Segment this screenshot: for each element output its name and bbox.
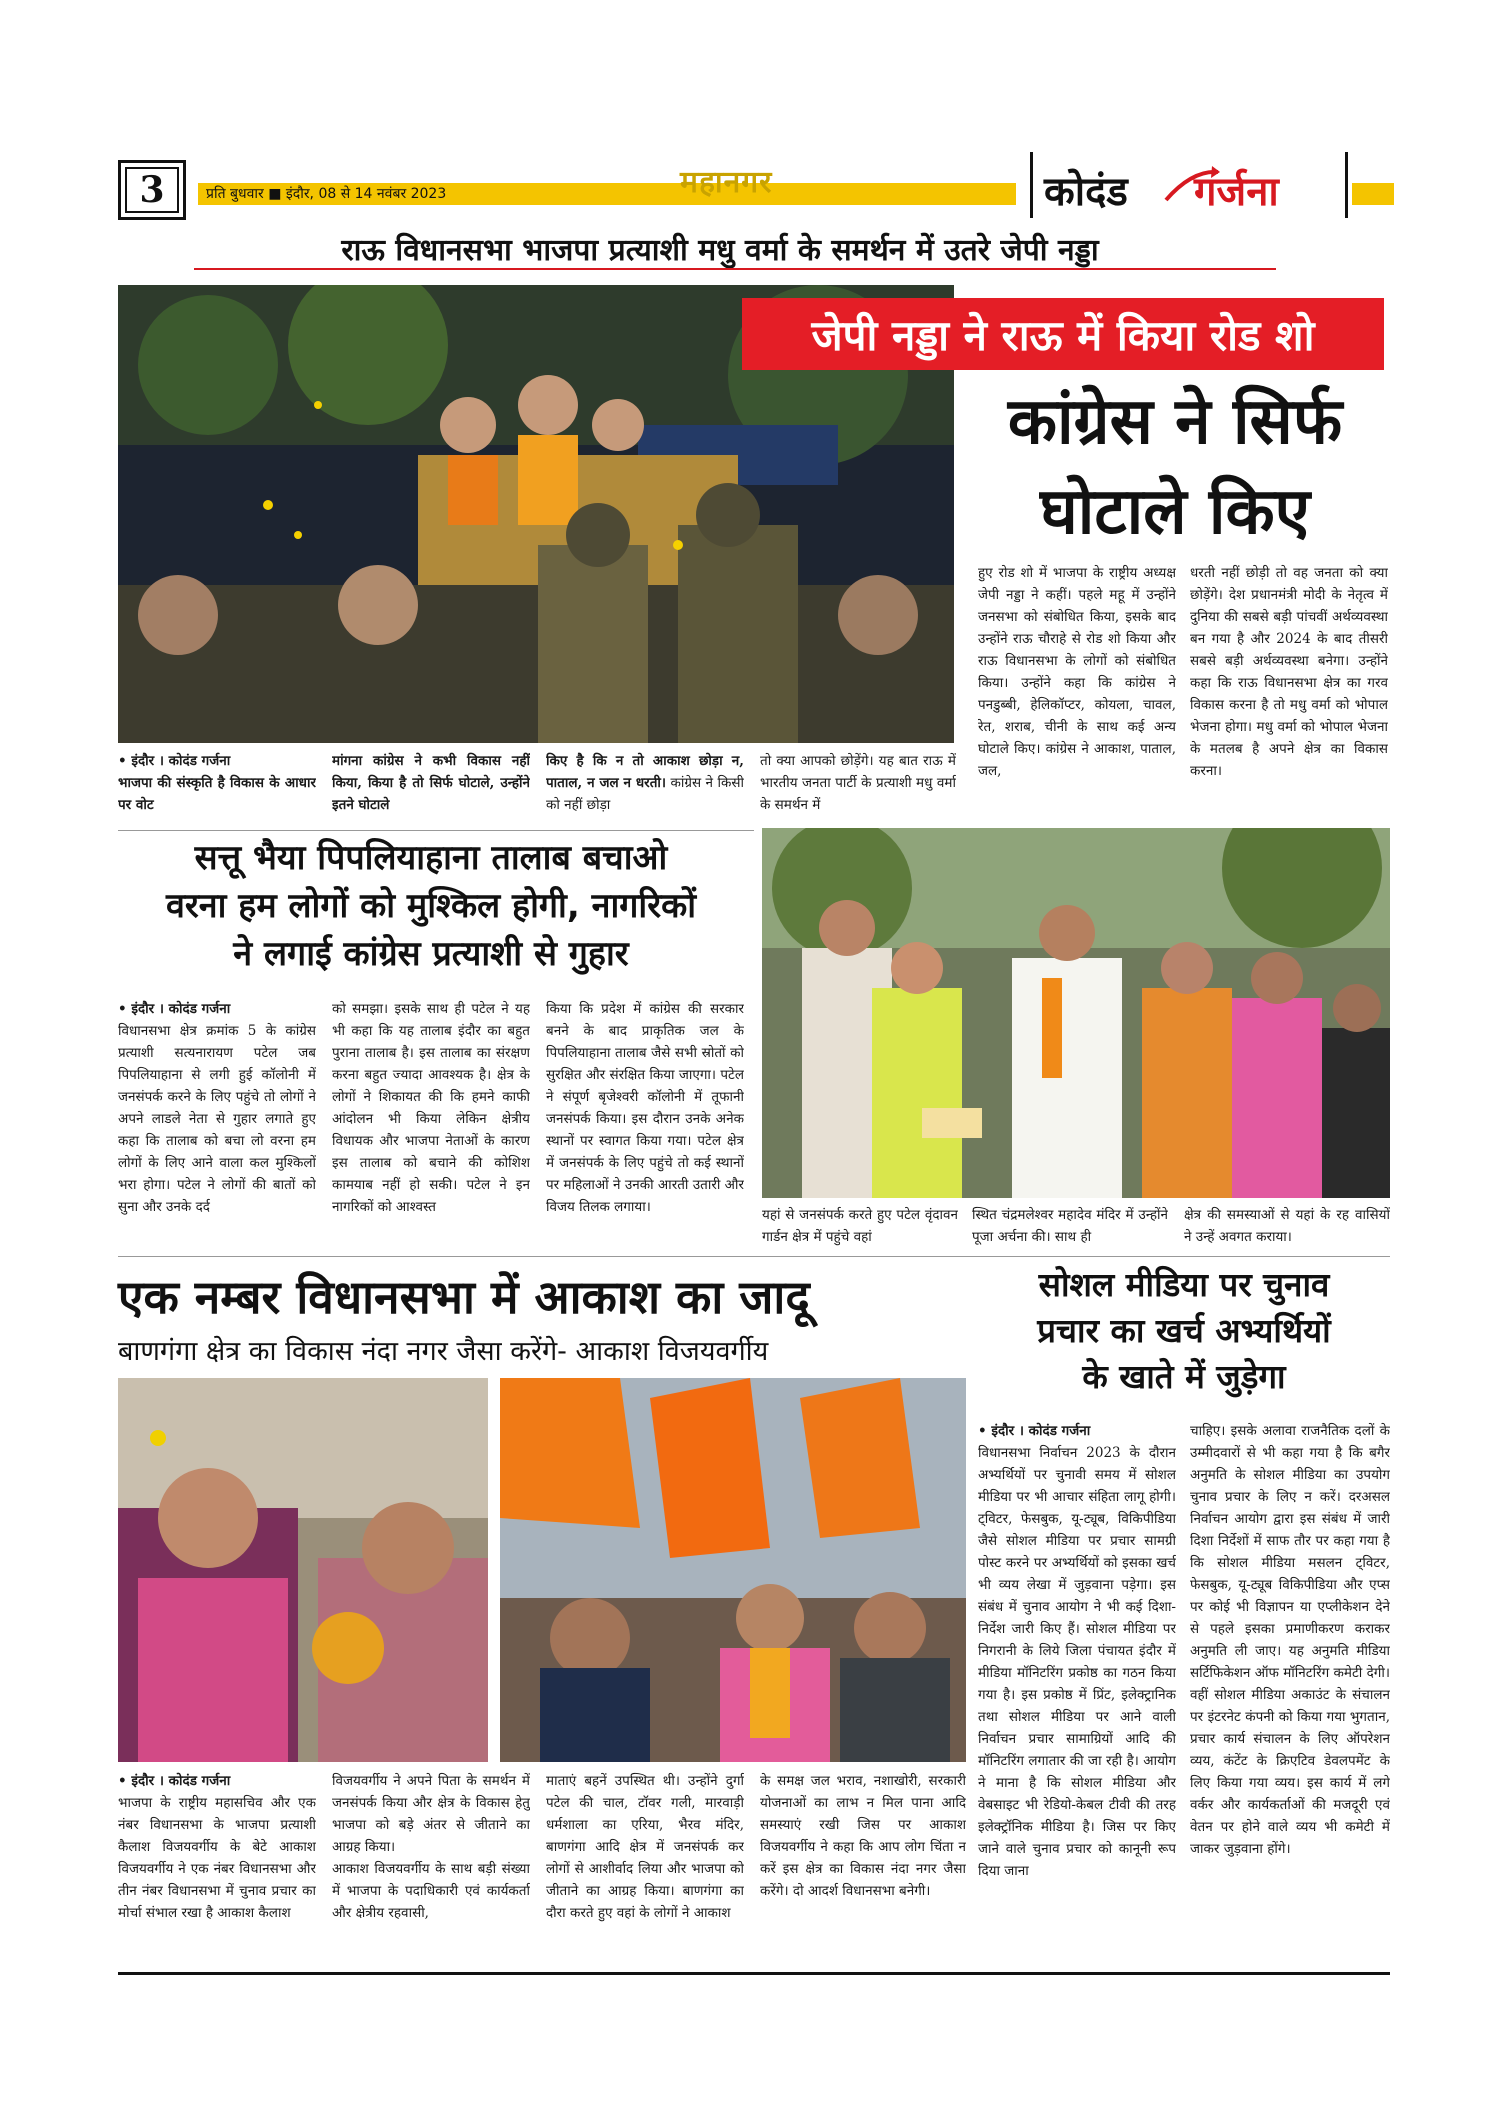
red-banner-text: जेपी नड्डा ने राऊ में किया रोड शो (811, 310, 1315, 360)
brand-divider-right (1345, 152, 1348, 218)
akash-col2-text: विजयवर्गीय ने अपने पिता के समर्थन में जनसंपर्क किया और क्षेत्र के विकास हेतु भाजपा को बड़े अंतर से जीताने का आग्रह किया। (332, 1773, 530, 1855)
brand-divider-left (1030, 152, 1033, 218)
akash-photo-left (118, 1378, 488, 1762)
top-col4 (760, 750, 956, 822)
akash-headline: एक नम्बर विधानसभा में आकाश का जादू (118, 1270, 810, 1324)
social-dateline: • इंदौर । कोदंड गर्जना (978, 1423, 1091, 1439)
akash-col2b-text: आकाश विजयवर्गीय के साथ बड़ी संख्या में भाजपा के पदाधिकारी एवं कार्यकर्ता और क्षेत्रीय रहवासी, (332, 1861, 530, 1921)
lake-photo (762, 828, 1390, 1198)
akash-col3-text: माताएं बहनें उपस्थित थी। उन्होंने दुर्गा पटेल की चाल, टॉवर गली, मारवाड़ी धर्मशाला का एरिया, भैरव मंदिर, बाणगंगा आदि क्षेत्र में जनसंपर्क कर लोगों से आशीर्वाद लिया और भाजपा को जीताने का आग्रह किया। बाणगंगा का दौरा करते हुए वहां के लोगों ने आकाश (546, 1773, 744, 1921)
brand-part2: गर्जना (1194, 169, 1279, 215)
akash-col1-text: भाजपा के राष्ट्रीय महासचिव और एक नंबर विधानसभा के भाजपा प्रत्याशी कैलाश विजयवर्गीय के बेटे आकाश विजयवर्गीय ने एक नंबर विधानसभा और तीन नंबर विधानसभा में चुनाव प्रचार का मोर्चा संभाल रखा है आकाश कैलाश (118, 1795, 316, 1921)
brand-logo (1044, 160, 1344, 214)
header-yellow-tail (1352, 183, 1394, 205)
lake-col3-text: किया कि प्रदेश में कांग्रेस की सरकार बनने के बाद प्राकृतिक जल के पिपलियाहाना तालाब जैसे सभी स्रोतों को सुरक्षित और संरक्षित किया जाएगा। पटेल ने संपूर्ण बृजेश्वरी कॉलोनी में तूफानी जनसंपर्क किया। इस दौरान उनके अनेक स्थानों पर स्वागत किया गया। पटेल क्षेत्र में जनसंपर्क के लिए पहुंचे तो कई स्थानों पर महिलाओं ने उनकी आरती उतारी और विजय तिलक लगाया। (546, 1001, 744, 1215)
social-col1-text: विधानसभा निर्वाचन 2023 के दौरान अभ्यर्थियों पर चुनावी समय में सोशल मीडिया पर भी आचार संहिता लागू होगी। ट्विटर, फेसबुक, यू-ट्यूब, विकिपीडिया जैसे सोशल मीडिया पर प्रचार सामग्री पोस्ट करने पर अभ्यर्थियों को इसका खर्च भी व्यय लेखा में जुड़वाना पड़ेगा। इस संबंध में चुनाव आयोग ने भी कई दिशा-निर्देश जारी किए हैं। सोशल मीडिया पर निगरानी के लिये जिला पंचायत इंदौर में मीडिया मॉनिटरिंग प्रकोष्ठ का गठन किया गया है। इस प्रकोष्ठ में प्रिंट, इलेक्ट्रानिक तथा सोशल मीडिया पर आने वाली निर्वाचन प्रचार सामाग्रियों आदि की मॉनिटरिंग लगातार की जा रही है। आयोग ने माना है कि सोशल मीडिया और वेबसाइट भी रेडियो-केबल टीवी की तरह इलेक्ट्रॉनिक मीडिया है। जिस पर किए जाने वाले चुनाव प्रचार को कानूनी रूप दिया जाना (978, 1445, 1176, 1879)
footer-rule (118, 1972, 1390, 1975)
lake-cap3-text: क्षेत्र की समस्याओं से यहां के रह वासियों ने उन्हें अवगत कराया। (1184, 1207, 1390, 1245)
top-headline-line1: कांग्रेस ने सिर्फ (1007, 385, 1343, 459)
red-banner (742, 298, 1384, 370)
lake-col2 (332, 998, 530, 1248)
lake-col1 (118, 998, 316, 1248)
top-col3-text2: कांग्रेस ने किसी को नहीं छोड़ा (546, 775, 744, 813)
top-col1 (118, 750, 316, 822)
top-headline-line2: घोटाले किए (1039, 475, 1311, 549)
section-title: महानगर (680, 165, 773, 200)
akash-col2 (332, 1770, 530, 1966)
akash-col4 (760, 1770, 966, 1966)
lake-headline-1: सत्तू भैया पिपलियाहाना तालाब बचाओ (194, 838, 668, 878)
akash-dateline: • इंदौर । कोदंड गर्जना (118, 1773, 231, 1789)
lake-cap1-text: यहां से जनसंपर्क करते हुए पटेल वृंदावन गार्डन क्षेत्र में पहुंचे वहां (762, 1207, 958, 1245)
top-col3 (546, 750, 744, 822)
social-headline-1: सोशल मीडिया पर चुनाव (1038, 1265, 1330, 1304)
top-right-col1b: पहले महू में उन्होंने जनसभा को संबोधित किया, इसके बाद उन्होंने राऊ चौराहे से रोड शो किया और राऊ विधानसभा के लोगों को संबोधित किया। उन्होंने कहा कि कांग्रेस ने पनडुब्बी, हेलिकॉप्टर, कोयला, चावल, रेत, शराब, चीनी के साथ कई अन्य घोटाले किए। कांग्रेस ने आकाश, पाताल, जल, (978, 587, 1176, 779)
akash-col4-text: के समक्ष जल भराव, नशाखोरी, सरकारी योजनाओं का लाभ न मिल पाना आदि समस्याएं रखी जिस पर आकाश विजयवर्गीय ने कहा कि आप लोग चिंता न करें इस क्षेत्र का विकास नंदा नगर जैसा करेंगे। दो आदर्श विधानसभा बनेगी। (760, 1773, 966, 1899)
social-col2-text: चाहिए। इसके अलावा राजनैतिक दलों के उम्मीदवारों से भी कहा गया है कि बगैर अनुमति के सोशल मीडिया का उपयोग चुनाव प्रचार के लिए न करें। दरअसल निर्वाचन आयोग द्वारा इस संबंध में जारी दिशा निर्देशों में साफ तौर पर कहा गया है कि सोशल मीडिया मसलन ट्विटर, फेसबुक, यू-ट्यूब विकिपीडिया और एप्स पर कोई भी विज्ञापन या एप्लीकेशन देने से पहले इसका प्रमाणीकरण कराकर अनुमति ली जाए। यह अनुमति मीडिया सर्टिफिकेशन ऑफ मॉनिटरिंग कमेटी देगी। वहीं सोशल मीडिया अकाउंट के संचालन पर इंटरनेट कंपनी को किया गया भुगतान, प्रचार कार्य संचालन के लिए ऑपरेशन व्यय, कंटेंट के क्रिएटिव डेवलपमेंट के लिए किया गया व्यय। इस कार्य में लगे वर्कर और कार्यकर्ताओं की मजदूरी एवं वेतन पर होने वाले व्यय भी कमेटी में जाकर जुड़वाना होंगे। (1190, 1423, 1390, 1857)
lake-caption-2 (972, 1204, 1168, 1248)
top-right-col2 (1190, 562, 1388, 824)
akash-photo-right (500, 1378, 966, 1762)
section-divider-2 (118, 1256, 1390, 1257)
top-right-col2-text: धरती नहीं छोड़ी तो वह जनता को क्या छोड़ेंगे। देश प्रधानमंत्री मोदी के नेतृत्व में दुनिया की सबसे बड़ी पांचवीं अर्थव्यवस्था बन गया है और 2024 के बाद तीसरी सबसे बड़ी अर्थव्यवस्था बनेगा। उन्होंने कहा कि राऊ विधानसभा क्षेत्र का गरव विकास करना है तो मधु वर्मा को भोपाल भेजना होगा। मधु वर्मा को भोपाल भेजना के मतलब है अपने क्षेत्र का विकास करना। (1190, 565, 1388, 779)
brand-part1: कोदंड (1044, 169, 1128, 215)
top-col3-text: किए है कि न तो आकाश छोड़ा न, पाताल, न जल न धरती। (546, 753, 744, 791)
section-divider-1 (118, 830, 754, 831)
lake-caption-3 (1184, 1204, 1390, 1248)
kicker-underline (194, 268, 1276, 270)
social-col2 (1190, 1420, 1390, 1966)
akash-col1 (118, 1770, 316, 1966)
social-col1 (978, 1420, 1176, 1966)
top-kicker: राऊ विधानसभा भाजपा प्रत्याशी मधु वर्मा के समर्थन में उतरे जेपी नड्डा (341, 233, 1099, 268)
top-col2 (332, 750, 530, 822)
lake-caption-1 (762, 1204, 958, 1248)
top-col2-text: मांगना कांग्रेस ने कभी विकास नहीं किया, किया है तो सिर्फ घोटाले, उन्होंने इतने घोटाले (332, 753, 530, 813)
dateline: • इंदौर । कोदंड गर्जना (118, 753, 231, 769)
lake-headline-3: ने लगाई कांग्रेस प्रत्याशी से गुहार (233, 934, 629, 974)
akash-subhead: बाणगंगा क्षेत्र का विकास नंदा नगर जैसा करेंगे- आकाश विजयवर्गीय (118, 1336, 769, 1367)
top-col4-text: तो क्या आपको छोड़ेंगे। यह बात राऊ में भारतीय जनता पार्टी के प्रत्याशी मधु वर्मा के समर्थन में (760, 753, 956, 813)
lake-headline-2: वरना हम लोगों को मुश्किल होगी, नागरिकों (165, 886, 697, 926)
social-headline-3: के खाते में जुड़ेगा (1082, 1357, 1286, 1396)
top-col1-text: भाजपा की संस्कृति है विकास के आधार पर वोट (118, 775, 316, 813)
lake-col3 (546, 998, 744, 1248)
lake-col2-text: को समझा। इसके साथ ही पटेल ने यह भी कहा कि यह तालाब इंदौर का बहुत पुराना तालाब है। इस तालाब का संरक्षण करना बहुत ज्यादा आवश्यक है। क्षेत्र के लोगों ने शिकायत की कि हमने काफी आंदोलन भी किया लेकिन क्षेत्रीय विधायक और भाजपा नेताओं के कारण इस तालाब को बचाने की कोशिश कामयाब नहीं हो सकी। पटेल ने इन नागरिकों को आश्वस्त (332, 1001, 530, 1215)
top-right-col1a: हुए रोड शो में भाजपा के राष्ट्रीय अध्यक्ष जेपी नड्डा ने कहीं। (978, 565, 1176, 603)
akash-col3 (546, 1770, 744, 1966)
top-right-col1 (978, 562, 1176, 824)
page-number-box (118, 160, 186, 220)
social-headline-2: प्रचार का खर्च अभ्यर्थियों (1037, 1311, 1331, 1350)
issue-line: प्रति बुधवार ■ इंदौर, 08 से 14 नवंबर 2023 (206, 186, 447, 202)
page-number: 3 (139, 169, 165, 211)
lake-cap2-text: स्थित चंद्रमलेश्वर महादेव मंदिर में उन्होंने पूजा अर्चना की। साथ ही (972, 1207, 1168, 1245)
lake-dateline: • इंदौर । कोदंड गर्जना (118, 1001, 231, 1017)
lake-col1-text: विधानसभा क्षेत्र क्रमांक 5 के कांग्रेस प्रत्याशी सत्यनारायण पटेल जब पिपलियाहाना से लगी हुई कॉलोनी में जनसंपर्क करने के लिए पहुंचे तो लोगों ने अपने लाडले नेता से गुहार लगाते हुए कहा कि तालाब को बचा लो वरना हम लोगों के लिए आने वाला कल मुश्किलों भरा होगा। पटेल ने लोगों की बातों को सुना और उनके दर्द (118, 1023, 316, 1215)
